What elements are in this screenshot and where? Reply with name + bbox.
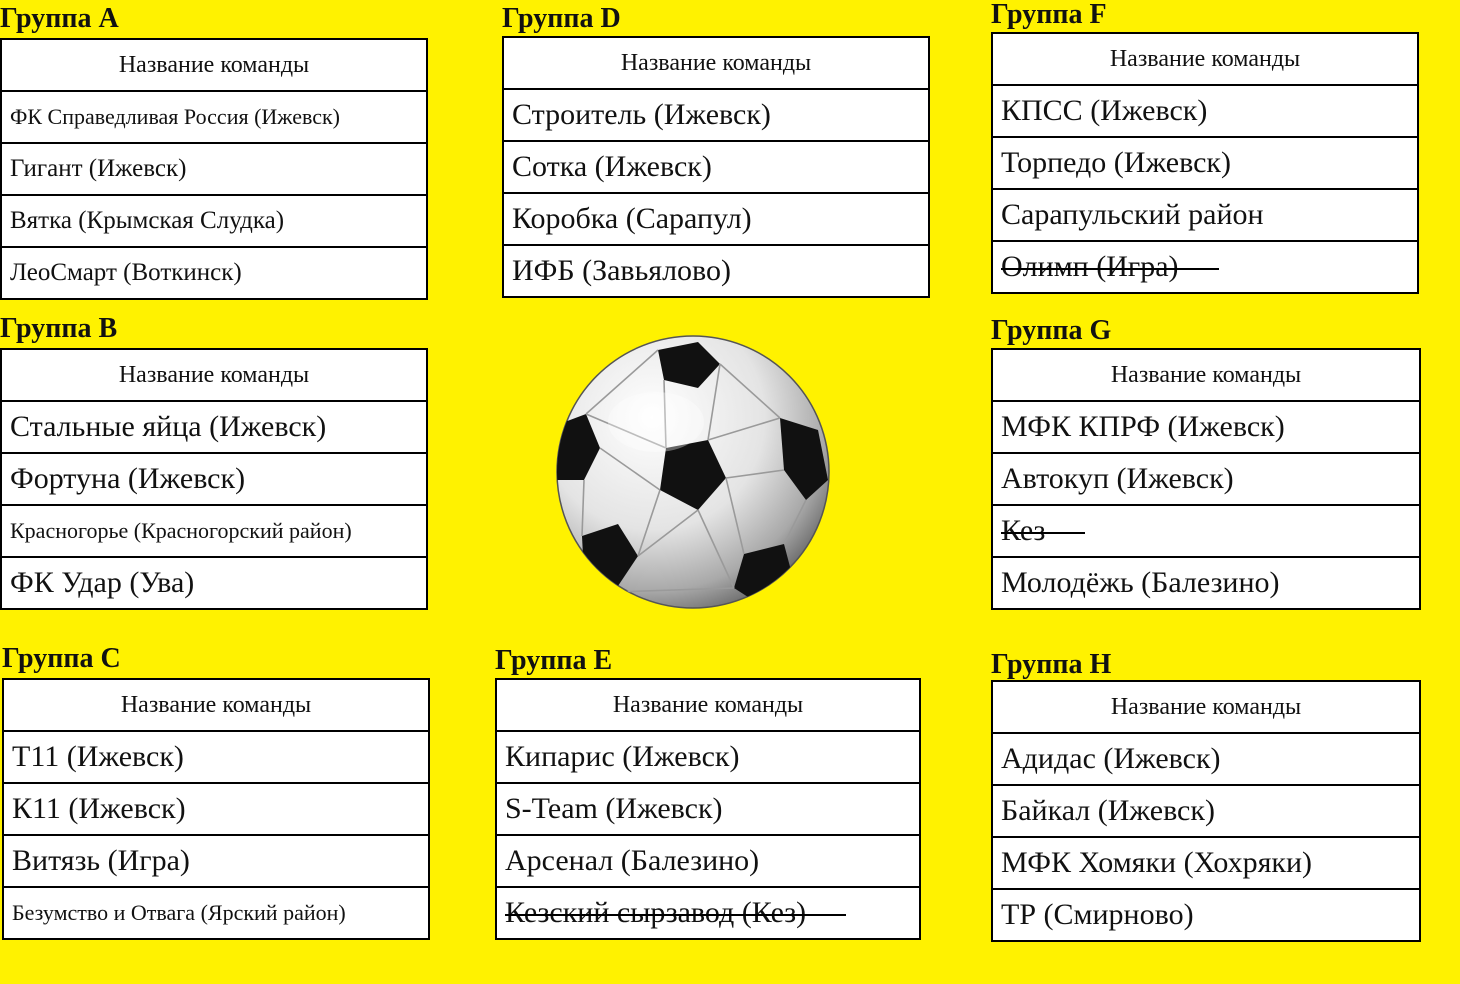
group-h-table: [991, 680, 1421, 942]
team-name-struck: Кезский сырзавод (Кез): [505, 896, 807, 929]
group-a-table: [0, 38, 428, 300]
team-cell: [3, 835, 429, 887]
team-cell: [503, 245, 929, 297]
group-d-title: Группа D: [502, 3, 621, 34]
team-name: ФК Справедливая Россия (Ижевск): [10, 104, 341, 129]
table-header: Название команды: [992, 33, 1418, 85]
table-header: Название команды: [1, 349, 427, 401]
table-header: Название команды: [503, 37, 929, 89]
team-cell: [1, 91, 427, 143]
team-name: Кипарис (Ижевск): [505, 740, 740, 773]
team-name: Сотка (Ижевск): [512, 150, 712, 183]
team-cell: [3, 887, 429, 939]
group-f-table: [991, 32, 1419, 294]
team-cell: [992, 189, 1418, 241]
team-cell: [1, 401, 427, 453]
team-name: Арсенал (Балезино): [505, 844, 760, 877]
team-name: МФК КПРФ (Ижевск): [1001, 410, 1285, 443]
group-b-table: [0, 348, 428, 610]
team-cell: [992, 837, 1420, 889]
group-e-title: Группа Е: [495, 645, 613, 676]
team-name: Байкал (Ижевск): [1001, 794, 1215, 827]
table-header: Название команды: [3, 679, 429, 731]
group-c-table: [2, 678, 430, 940]
team-name: Т11 (Ижевск): [12, 740, 184, 773]
team-name: ТР (Смирново): [1001, 898, 1194, 931]
team-cell: [3, 783, 429, 835]
team-cell: [496, 835, 920, 887]
team-cell: [496, 731, 920, 783]
team-name: Автокуп (Ижевск): [1001, 462, 1234, 495]
team-name: Фортуна (Ижевск): [10, 462, 246, 495]
team-name: Сарапульский район: [1001, 198, 1264, 231]
table-header: Название команды: [1, 39, 427, 91]
team-cell: [1, 505, 427, 557]
team-cell: [992, 241, 1418, 293]
table-header: Название команды: [992, 681, 1420, 733]
team-name: КПСС (Ижевск): [1001, 94, 1208, 127]
team-name: ЛеоСмарт (Воткинск): [10, 259, 242, 286]
team-name: S-Team (Ижевск): [505, 792, 723, 825]
team-name: МФК Хомяки (Хохряки): [1001, 846, 1313, 879]
team-cell: [1, 557, 427, 609]
team-cell: [1, 195, 427, 247]
team-cell: [992, 453, 1420, 505]
group-d-table: [502, 36, 930, 298]
team-cell: [992, 733, 1420, 785]
team-name: Гигант (Ижевск): [10, 155, 187, 182]
team-cell: [496, 783, 920, 835]
team-cell: [3, 731, 429, 783]
team-name: Красногорье (Красногорский район): [10, 518, 352, 543]
team-name: ИФБ (Завьялово): [512, 254, 731, 287]
team-cell: [1, 453, 427, 505]
team-name: К11 (Ижевск): [12, 792, 186, 825]
team-cell: [992, 85, 1418, 137]
team-cell: [503, 89, 929, 141]
team-name-struck: Кез: [1001, 514, 1046, 547]
table-header: Название команды: [992, 349, 1420, 401]
group-a-title: Группа А: [0, 3, 119, 34]
group-f-title: Группа F: [991, 0, 1107, 30]
group-h-title: Группа Н: [991, 649, 1112, 680]
team-name-struck: Олимп (Игра): [1001, 250, 1179, 283]
group-b-title: Группа В: [0, 313, 118, 344]
soccer-ball-icon: [548, 330, 838, 620]
team-cell: [503, 193, 929, 245]
group-g-table: [991, 348, 1421, 610]
team-cell: [503, 141, 929, 193]
team-name: Торпедо (Ижевск): [1001, 146, 1231, 179]
team-name: Безумство и Отвага (Ярский район): [12, 900, 346, 925]
team-cell: [1, 143, 427, 195]
team-cell: [992, 401, 1420, 453]
team-cell: [992, 557, 1420, 609]
team-name: ФК Удар (Ува): [10, 566, 195, 599]
table-header: Название команды: [496, 679, 920, 731]
team-cell: [992, 785, 1420, 837]
team-cell: [992, 889, 1420, 941]
team-name: Коробка (Сарапул): [512, 202, 752, 235]
group-e-table: [495, 678, 921, 940]
team-cell: [496, 887, 920, 939]
team-cell: [992, 137, 1418, 189]
team-name: Стальные яйца (Ижевск): [10, 410, 327, 443]
team-name: Строитель (Ижевск): [512, 98, 771, 131]
team-name: Молодёжь (Балезино): [1001, 566, 1280, 599]
team-name: Витязь (Игра): [12, 844, 190, 877]
group-g-title: Группа G: [991, 315, 1112, 346]
team-name: Вятка (Крымская Слудка): [10, 207, 285, 234]
team-cell: [992, 505, 1420, 557]
team-name: Адидас (Ижевск): [1001, 742, 1221, 775]
group-c-title: Группа С: [2, 643, 121, 674]
team-cell: [1, 247, 427, 299]
